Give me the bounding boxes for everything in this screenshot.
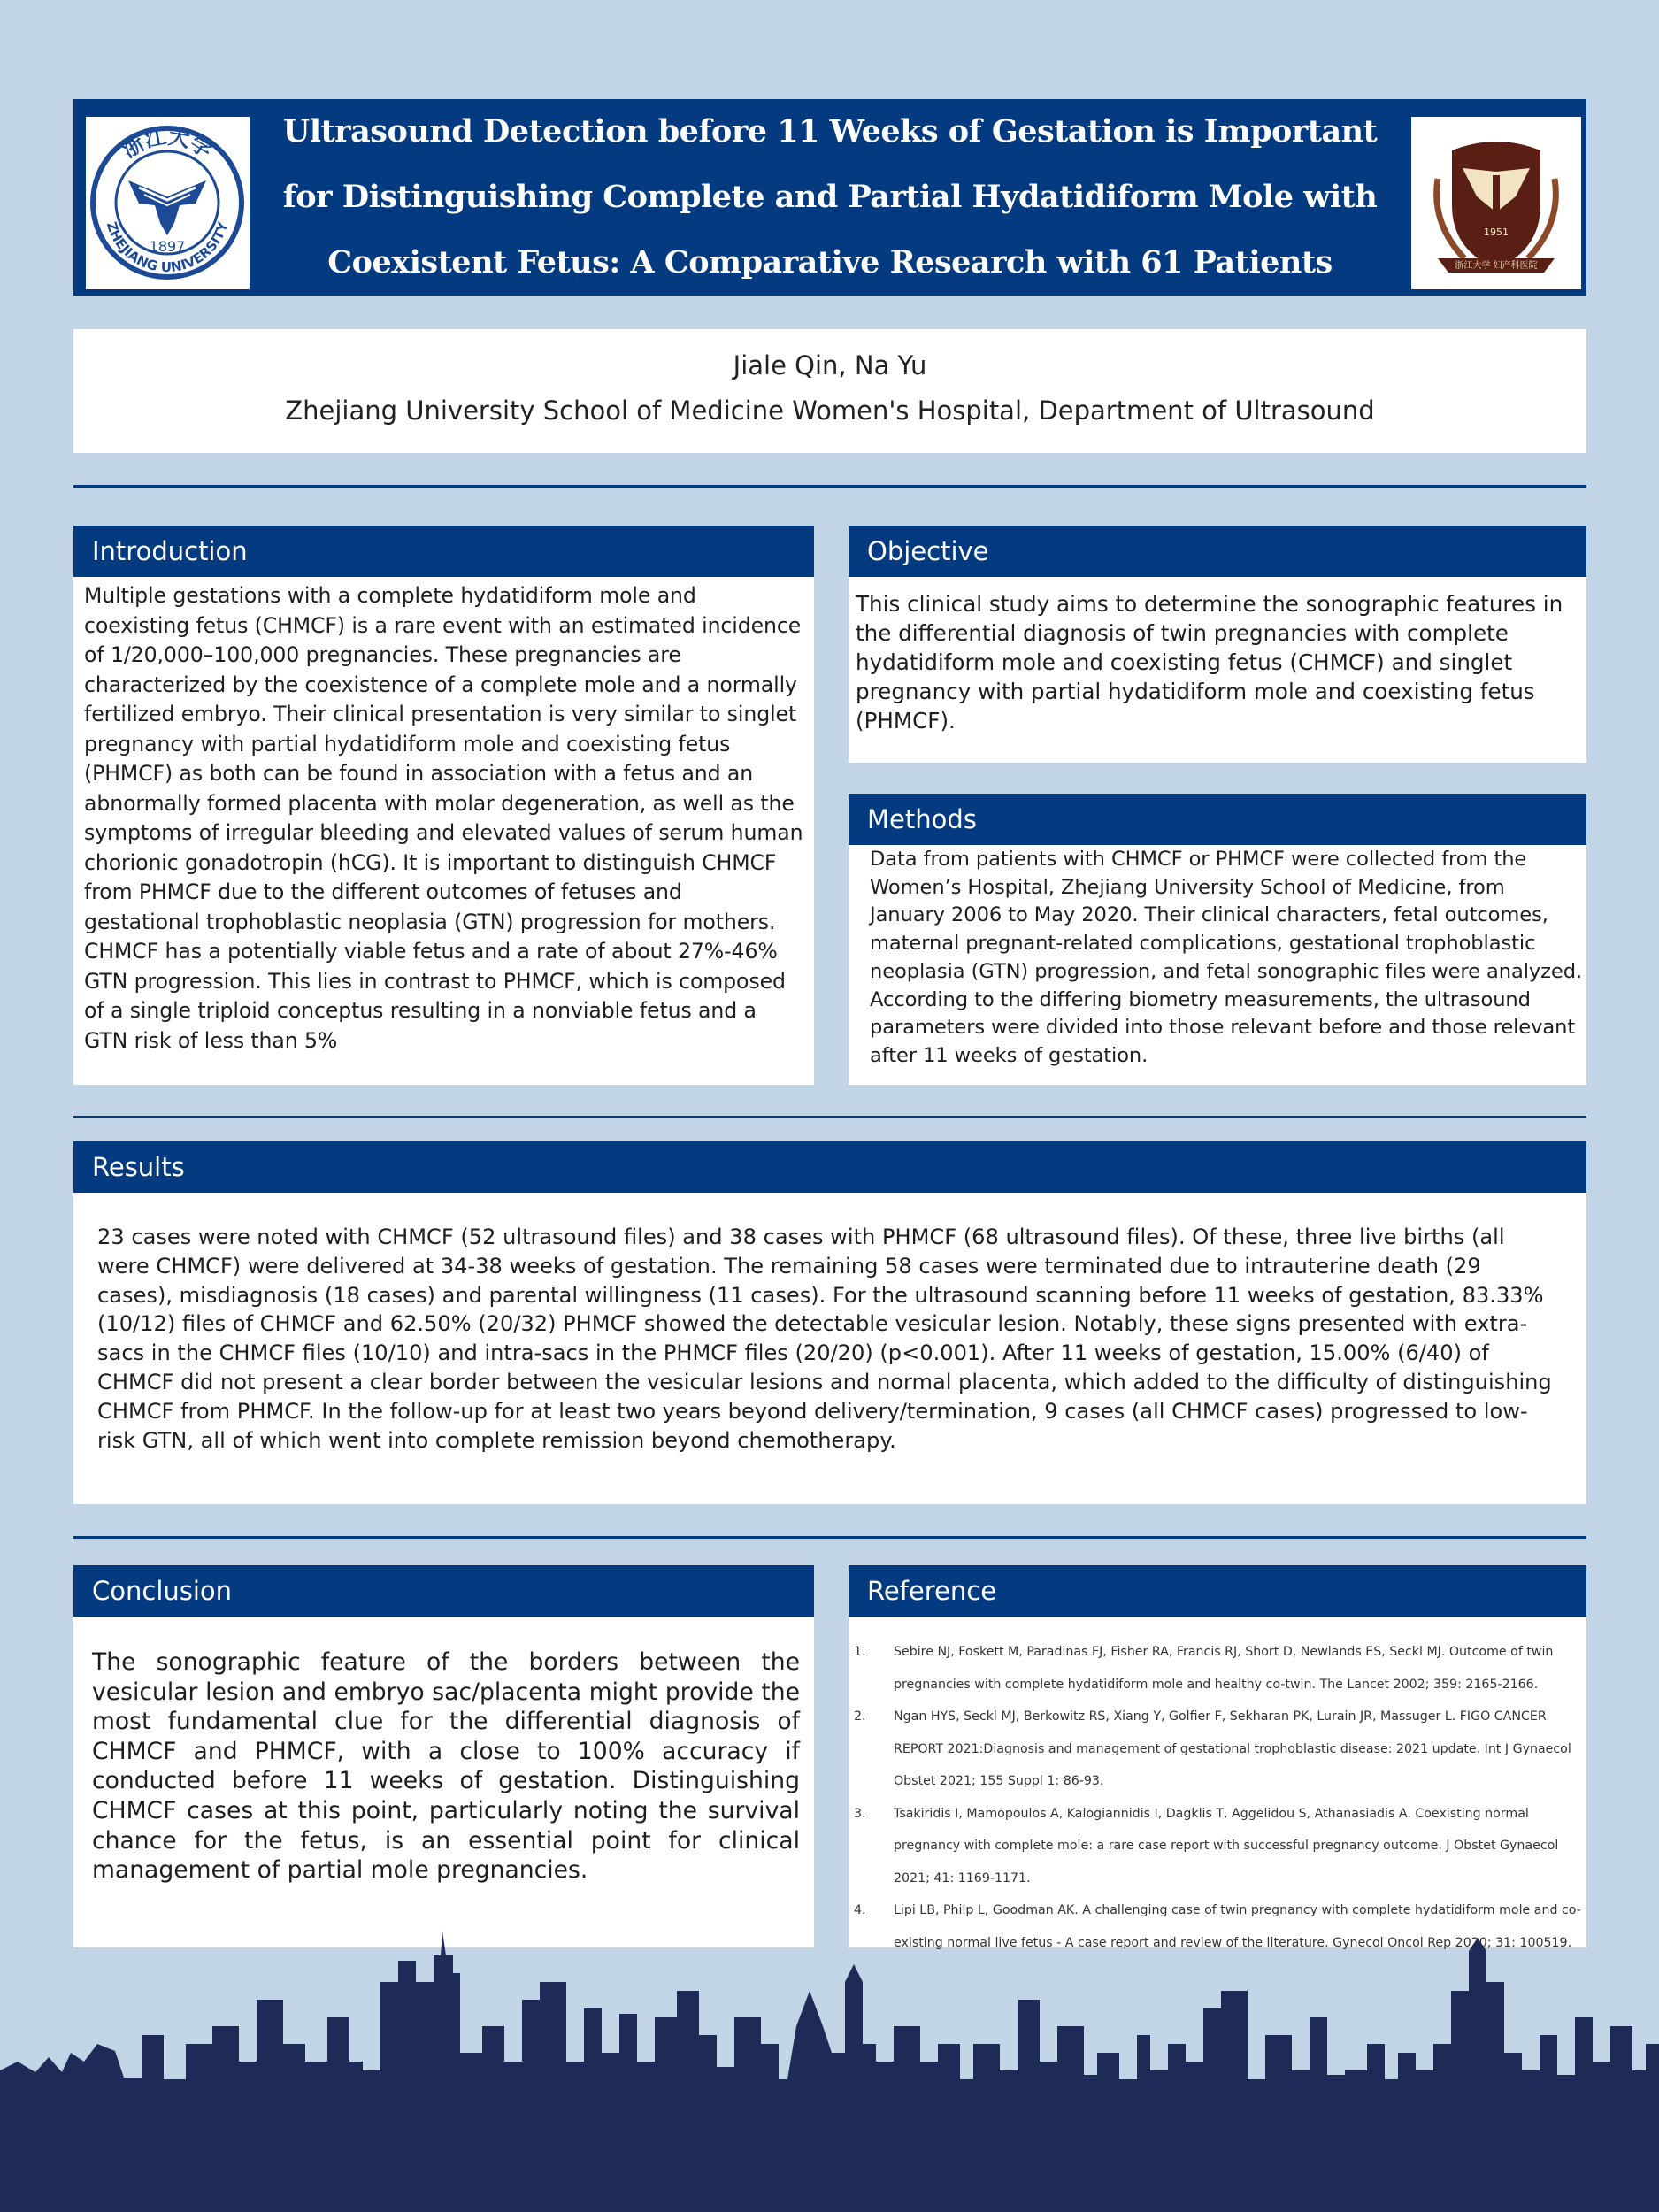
poster-title: Ultrasound Detection before 11 Weeks of Gestation is Important for Distinguishing Complete and Partial Hydatidiform Mole with Coexistent Fetus: A Comparative Research with 61 Patients	[282, 113, 1378, 280]
author-affiliation: Zhejiang University School of Medicine Women's Hospital, Department of Ultrasound	[285, 396, 1375, 426]
reference-text: Ngan HYS, Seckl MJ, Berkowitz RS, Xiang Y, Golfier F, Sekharan PK, Lurain JR, Massuger L. FIGO CANCER REPORT 2021:Diagnosis and management of gestational trophoblastic disease: 2021 update. Int J Gynaecol Obstet 2021; 155 Suppl 1: 86-93.	[894, 1709, 1571, 1788]
methods-text: Data from patients with CHMCF or PHMCF were collected from the Women’s Hospital, Zhejiang University School of Medicine, from January 2006 to May 2020. Their clinical characters, fetal outcomes, maternal pregnant-related complications, gestational trophoblastic neoplasia (GTN) progression, and fetal sonographic files were analyzed. According to the differing biometry measurements, the ultrasound parameters were divided into those relevant before and those relevant after 11 weeks of gestation.	[870, 848, 1583, 1067]
reference-number: 2.	[854, 1709, 866, 1724]
objective-section	[849, 526, 1586, 763]
divider	[73, 1536, 1586, 1539]
introduction-section	[73, 526, 814, 1085]
results-heading: Results	[73, 1141, 1586, 1193]
reference-list	[849, 1636, 1583, 1959]
author-names: Jiale Qin, Na Yu	[733, 350, 927, 380]
objective-heading: Objective	[849, 526, 1586, 577]
conclusion-text: The sonographic feature of the borders between the vesicular lesion and embryo sac/placenta might provide the most fundamental clue for the differential diagnosis of CHMCF and PHMCF, with a close to 100% accuracy if conducted before 11 weeks of gestation. Distinguishing CHMCF cases at this point, particularly noting the survival chance for the fetus, is an essential point for clinical management of partial mole pregnancies.	[92, 1648, 800, 1885]
reference-number: 4.	[854, 1903, 866, 1917]
divider	[73, 485, 1586, 488]
hospital-logo-text: 浙江大学 妇产科医院	[1455, 261, 1538, 271]
logo-top-text: 浙江大学	[117, 123, 218, 163]
hospital-emblem-icon	[1411, 117, 1581, 289]
city-skyline-silhouette-icon	[0, 1929, 1659, 2212]
introduction-text: Multiple gestations with a complete hydatidiform mole and coexisting fetus (CHMCF) is a rare event with an estimated incidence of 1/20,000–100,000 pregnancies. These pregnancies are characterized by the coexistence of a complete mole and a normally fertilized embryo. Their clinical presentation is very similar to singlet pregnancy with partial hydatidiform mole and coexisting fetus (PHMCF) as both can be found in association with a fetus and an abnormally formed placenta with molar degeneration, as well as the symptoms of irregular bleeding and elevated values of serum human chorionic gonadotropin (hCG). It is important to distinguish CHMCF from PHMCF due to the different outcomes of fetuses and gestational trophoblastic neoplasia (GTN) progression for mothers. CHMCF has a potentially viable fetus and a rate of about 27%-46% GTN progression. This lies in contrast to PHMCF, which is composed of a single triploid conceptus resulting in a nonviable fetus and a GTN risk of less than 5%	[84, 583, 803, 1053]
reference-number: 1.	[854, 1645, 866, 1659]
zhejiang-university-logo	[86, 117, 250, 289]
conclusion-section	[73, 1565, 814, 1947]
logo-bottom-text: ZHEJIANG UNIVERSITY	[103, 219, 232, 276]
logo-year: 1897	[149, 238, 186, 255]
methods-heading: Methods	[849, 794, 1586, 845]
reference-item	[849, 1636, 1583, 1701]
reference-text: Sebire NJ, Foskett M, Paradinas FJ, Fisher RA, Francis RJ, Short D, Newlands ES, Seckl MJ. Outcome of twin pregnancies with complete hydatidiform mole and healthy co-twin. The Lancet 2002; 359: 2165-2166.	[894, 1645, 1554, 1692]
objective-text: This clinical study aims to determine the sonographic features in the differential diagnosis of twin pregnancies with complete hydatidiform mole and coexisting fetus (CHMCF) and singlet pregnancy with partial hydatidiform mole and coexisting fetus (PHMCF).	[856, 591, 1563, 733]
methods-section	[849, 794, 1586, 1085]
results-section	[73, 1141, 1586, 1504]
title-banner	[73, 99, 1586, 296]
hospital-logo	[1411, 117, 1581, 289]
divider	[73, 1116, 1586, 1118]
reference-item	[849, 1798, 1583, 1895]
authors-box	[73, 329, 1586, 453]
reference-heading: Reference	[849, 1565, 1586, 1617]
results-text: 23 cases were noted with CHMCF (52 ultrasound files) and 38 cases with PHMCF (68 ultrasound files). Of these, three live births (all were CHMCF) were delivered at 34-38 weeks of gestation. The remaining 58 cases were terminated due to intrauterine death (29 cases), misdiagnosis (18 cases) and parental willingness (11 cases). For the ultrasound scanning before 11 weeks of gestation, 83.33% (10/12) files of CHMCF and 62.50% (20/32) PHMCF showed the detectable vesicular lesion. Notably, these signs presented with extra-sacs in the CHMCF files (10/10) and intra-sacs in the PHMCF files (20/20) (p<0.001). After 11 weeks of gestation, 15.00% (6/40) of CHMCF did not present a clear border between the vesicular lesions and normal placenta, which added to the difficulty of distinguishing CHMCF from PHMCF. In the follow-up for at least two years beyond delivery/termination, 9 cases (all CHMCF cases) progressed to low-risk GTN, all of which went into complete remission beyond chemotherapy.	[97, 1225, 1552, 1453]
reference-text: Lipi LB, Philp L, Goodman AK. A challenging case of twin pregnancy with complete hydatidiform mole and co-existing normal live fetus - A case report and review of the literature. Gynecol Oncol Rep 2020; 31: 100519.	[894, 1903, 1581, 1950]
reference-number: 3.	[854, 1806, 866, 1821]
introduction-heading: Introduction	[73, 526, 814, 577]
reference-text: Tsakiridis I, Mamopoulos A, Kalogiannidis I, Dagklis T, Aggelidou S, Athanasiadis A. Coexisting normal pregnancy with complete mole: a rare case report with successful pregnancy outcome. J Obstet Gynaecol 2021; 41: 1169-1171.	[894, 1806, 1559, 1886]
hospital-logo-year: 1951	[1484, 227, 1509, 238]
zhejiang-university-seal-icon	[86, 117, 250, 289]
conclusion-heading: Conclusion	[73, 1565, 814, 1617]
reference-section	[849, 1565, 1586, 1950]
reference-item	[849, 1701, 1583, 1798]
